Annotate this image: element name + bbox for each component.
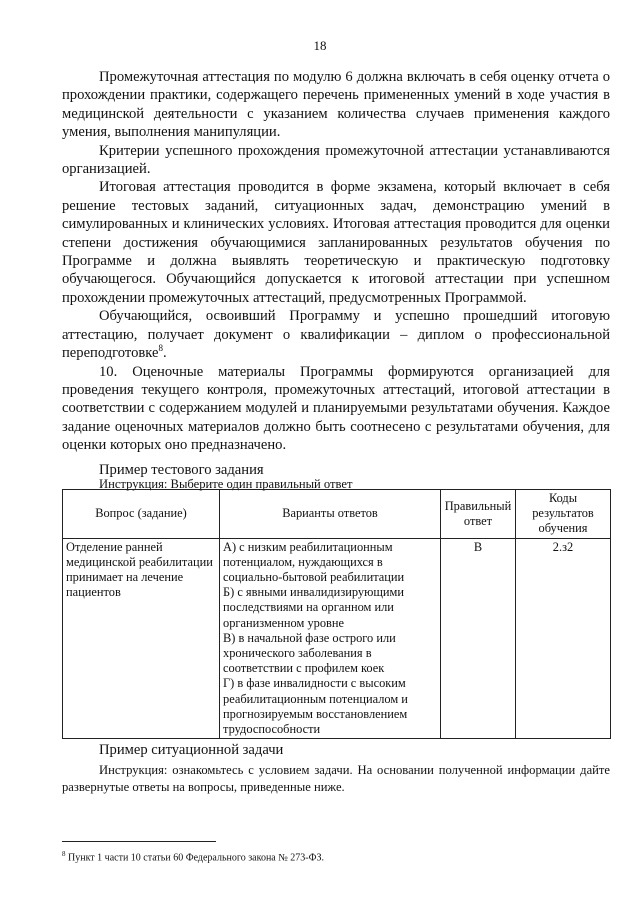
- header-correct-answer: Правильный ответ: [441, 490, 516, 539]
- table-row: [63, 538, 611, 739]
- option-c: В) в начальной фазе острого или хронического заболевания в соответствии с профилем коек: [223, 630, 396, 676]
- result-code-cell: 2.з2: [516, 538, 611, 739]
- option-a: А) с низким реабилитационным потенциалом, нуждающихся в социально-бытовой реабилитации: [223, 539, 405, 585]
- options-cell: [220, 538, 441, 739]
- table-header-row: [63, 490, 611, 539]
- main-text: [62, 68, 610, 455]
- paragraph-diploma-text: Обучающийся, освоивший Программу и успешно прошедший итоговую аттестацию, получает документ о квалификации – диплом о профессиональной переподготовке: [62, 308, 610, 362]
- header-options: Варианты ответов: [220, 490, 441, 539]
- footnote-marker: 8: [62, 850, 66, 858]
- paragraph-final-attestation: Итоговая аттестация проводится в форме экзамена, который включает в себя решение тестовых заданий, ситуационных задач, демонстрацию умений в симулированных и клинических условиях. Итоговая аттестация проводится для оценки степени достижения обучающимися запланированных результатов обучения по Программе и должна выявлять теоретическую и практическую подготовку обучающегося. Обучающийся допускается к итоговой аттестации при успешном прохождении промежуточных аттестаций, предусмотренных Программой.: [62, 179, 610, 306]
- footnote-text: Пункт 1 части 10 статьи 60 Федерального закона № 273-ФЗ.: [68, 852, 325, 864]
- situational-example-instruction: Инструкция: ознакомьтесь с условием задачи. На основании полученной информации дайте развернутые ответы на вопросы, приведенные ниже.: [62, 763, 610, 794]
- paragraph-diploma: Обучающийся, освоивший Программу и успешно прошедший итоговую аттестацию, получает документ о квалификации – диплом о профессиональной переподготовке$^8$.: [62, 308, 610, 362]
- paragraph-assessment-materials: 10. Оценочные материалы Программы формируются организацией для проведения текущего контроля, промежуточных аттестаций, итоговой аттестации в соответствии с содержанием модулей и планируемыми результатами обучения. Каждое задание оценочных материалов должно быть соотнесено с результатами обучения, для оценки которых оно предназначено.: [62, 363, 610, 454]
- header-result-codes: Коды результатов обучения: [516, 490, 611, 539]
- situational-example-title: Пример ситуационной задачи: [99, 742, 284, 758]
- test-task-table: [62, 489, 611, 739]
- paragraph-interim-attestation: Промежуточная аттестация по модулю 6 должна включать в себя оценку отчета о прохождении практики, содержащего перечень примененных умений в ходе участия в медицинской деятельности с указанием количества случаев применения каждого умения, выполнения манипуляции.: [62, 69, 610, 141]
- footnote: [62, 848, 324, 864]
- test-example-instruction: Инструкция: Выберите один правильный ответ: [99, 477, 353, 491]
- page-number: 18: [313, 38, 327, 53]
- question-cell: Отделение ранней медицинской реабилитации принимает на лечение пациентов: [63, 538, 220, 739]
- footnote-divider: [62, 841, 216, 842]
- test-example-title: Пример тестового задания: [99, 462, 264, 478]
- correct-answer-cell: В: [441, 538, 516, 739]
- option-d: Г) в фазе инвалидности с высоким реабилитационным потенциалом и прогнозируемым восстановлением трудоспособности: [223, 676, 408, 737]
- option-b: Б) с явными инвалидизирующими последствиями на органном или организменном уровне: [223, 585, 404, 630]
- paragraph-criteria: Критерии успешного прохождения промежуточной аттестации устанавливаются организацией.: [62, 142, 610, 178]
- footnote-ref: 8: [158, 343, 163, 354]
- header-question: Вопрос (задание): [63, 490, 220, 539]
